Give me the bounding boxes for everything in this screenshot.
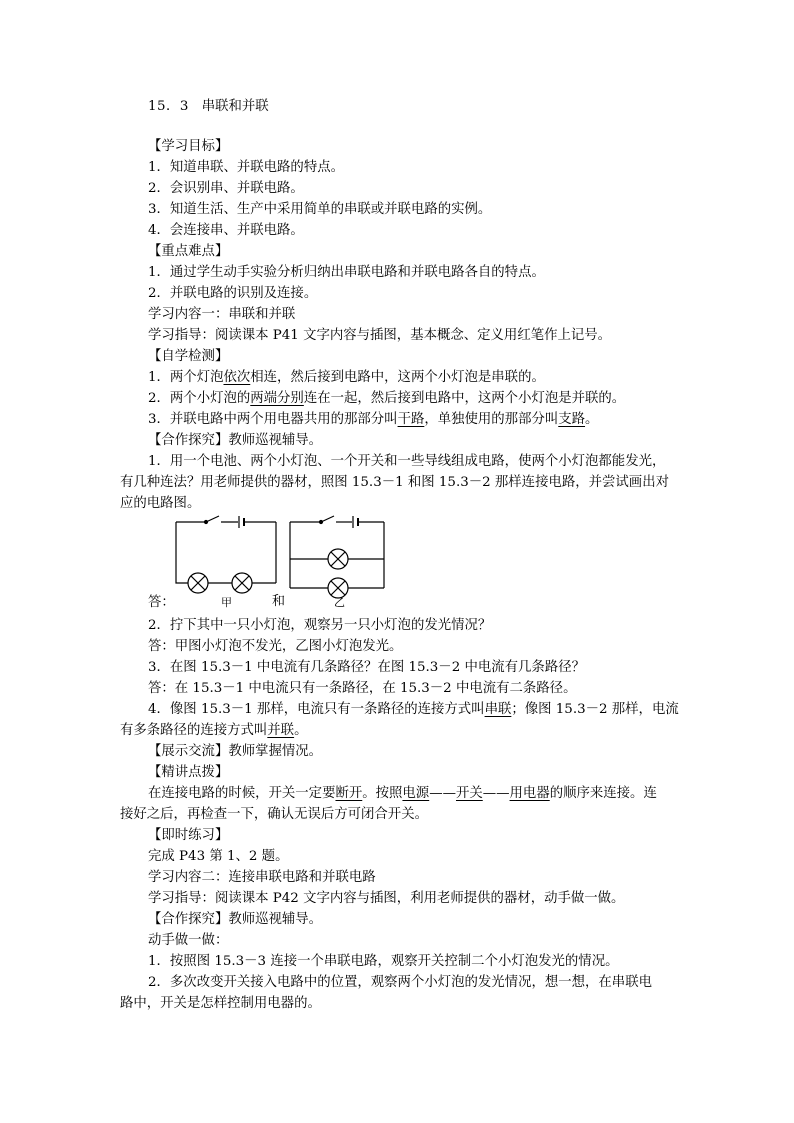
parallel-circuit xyxy=(290,516,384,598)
text: 。 xyxy=(294,723,308,738)
fill-blank-answer: 电源 xyxy=(402,786,430,801)
fill-blank-answer: 干路 xyxy=(397,412,425,427)
lamp-icon xyxy=(188,573,208,593)
series-circuit xyxy=(176,516,276,593)
show-heading: 【展示交流】教师掌握情况。 xyxy=(148,744,323,759)
wire xyxy=(176,522,188,583)
figure-label-a: 甲 xyxy=(221,596,232,609)
coop-question-1-line: 应的电路图。 xyxy=(120,496,201,511)
fill-blank-answer: 开关 xyxy=(455,786,483,801)
text: 。按照 xyxy=(362,786,403,801)
coop-heading: 【合作探究】教师巡视辅导。 xyxy=(148,433,323,448)
lamp-icon xyxy=(232,573,252,593)
section-title-text: 串联和并联 xyxy=(201,99,269,114)
answer-2: 答：甲图小灯泡不发光，乙图小灯泡发光。 xyxy=(148,639,403,654)
text: 连在一起，然后接到电路中，这两个小灯泡是并联的。 xyxy=(303,391,626,406)
content-one-heading: 学习内容一：串联和并联 xyxy=(148,307,296,322)
text: 相连，然后接到电路中，这两个小灯泡是串联的。 xyxy=(250,370,545,385)
coop-question-4-line xyxy=(148,700,679,720)
practice-text: 完成 P43 第 1、2 题。 xyxy=(148,849,289,864)
fill-blank-answer: 用电器 xyxy=(509,786,550,801)
fill-blank-answer: 断开 xyxy=(335,786,363,801)
explain-line xyxy=(148,784,657,804)
goal-item: 2．会识别串、并联电路。 xyxy=(148,181,304,196)
selfcheck-heading: 【自学检测】 xyxy=(148,349,229,364)
switch-lever xyxy=(321,516,334,522)
goals-heading: 【学习目标】 xyxy=(148,139,229,154)
text: —— xyxy=(482,786,510,801)
coop-question-1-line: 有几种连法？用老师提供的器材，照图 15.3－1 和图 15.3－2 那样连接电路，并尝试画出对 xyxy=(120,475,669,490)
fill-blank-answer: 支路 xyxy=(558,412,586,427)
coop-question-1-line: 1．用一个电池、两个小灯泡、一个开关和一些导线组成电路，使两个小灯泡都能发光， xyxy=(148,454,666,469)
text: ，单独使用的那部分叫 xyxy=(424,412,559,427)
content-two-heading: 学习内容二：连接串联电路和并联电路 xyxy=(148,870,376,885)
text: 4．像图 15.3－1 那样，电流只有一条路径的连接方式叫 xyxy=(148,702,485,717)
do-item-2-line: 路中，开关是怎样控制用电器的。 xyxy=(120,996,321,1011)
fill-blank-answer: 并联 xyxy=(267,723,295,738)
lamp-icon xyxy=(328,549,348,569)
answer-3: 答：在 15.3－1 中电流只有一条路径，在 15.3－2 中电流有二条路径。 xyxy=(148,681,577,696)
text: 的顺序来连接。连 xyxy=(549,786,657,801)
text: 在连接电路的时候，开关一定要 xyxy=(148,786,336,801)
text: 3．并联电路中两个用电器共用的那部分叫 xyxy=(148,412,398,427)
text: 。 xyxy=(585,412,599,427)
do-item-2-line: 2．多次改变开关接入电路中的位置，观察两个小灯泡的发光情况，想一想，在串联电 xyxy=(148,975,652,990)
fill-blank-answer: 依次 xyxy=(223,370,251,385)
coop-question-3: 3．在图 15.3－1 中电流有几条路径？在图 15.3－2 中电流有几条路径？ xyxy=(148,660,585,675)
text: 2．两个小灯泡的 xyxy=(148,391,251,406)
fill-blank-answer: 串联 xyxy=(484,702,512,717)
goal-item: 3．知道生活、生产中采用简单的串联或并联电路的实例。 xyxy=(148,202,492,217)
study-guide-one: 学习指导：阅读课本 P41 文字内容与插图，基本概念、定义用红笔作上记号。 xyxy=(148,328,612,343)
figure-label-and: 和 xyxy=(272,594,286,609)
explain-heading: 【精讲点拨】 xyxy=(148,765,229,780)
study-guide-two: 学习指导：阅读课本 P42 文字内容与插图，利用老师提供的器材，动手做一做。 xyxy=(148,891,625,906)
figure-label-b: 乙 xyxy=(334,596,345,609)
coop-question-2: 2．拧下其中一只小灯泡，观察另一只小灯泡的发光情况？ xyxy=(148,618,492,633)
key-heading: 【重点难点】 xyxy=(148,244,229,259)
text: 1．两个灯泡 xyxy=(148,370,224,385)
switch-lever xyxy=(206,516,219,522)
goal-item: 1．知道串联、并联电路的特点。 xyxy=(148,160,344,175)
key-item: 1．通过学生动手实验分析归纳出串联电路和并联电路各自的特点。 xyxy=(148,265,545,280)
figure-answer-label: 答： xyxy=(148,595,175,610)
coop-question-4-line xyxy=(120,721,307,741)
fill-blank-answer: 两端分别 xyxy=(250,391,304,406)
section-number: 15．3 xyxy=(148,99,189,114)
explain-line: 接好之后，再检查一下，确认无误后方可闭合开关。 xyxy=(120,807,428,822)
do-item-1: 1．按照图 15.3－3 连接一个串联电路，观察开关控制二个小灯泡发光的情况。 xyxy=(148,954,619,969)
do-it-heading: 动手做一做： xyxy=(148,933,229,948)
text: —— xyxy=(429,786,456,801)
practice-heading: 【即时练习】 xyxy=(148,828,229,843)
text: 有多条路径的连接方式叫 xyxy=(120,723,268,738)
key-item: 2．并联电路的识别及连接。 xyxy=(148,286,318,301)
text: ；像图 15.3－2 那样，电流 xyxy=(511,702,679,717)
goal-item: 4．会连接串、并联电路。 xyxy=(148,223,304,238)
coop-heading-two: 【合作探究】教师巡视辅导。 xyxy=(148,912,323,927)
